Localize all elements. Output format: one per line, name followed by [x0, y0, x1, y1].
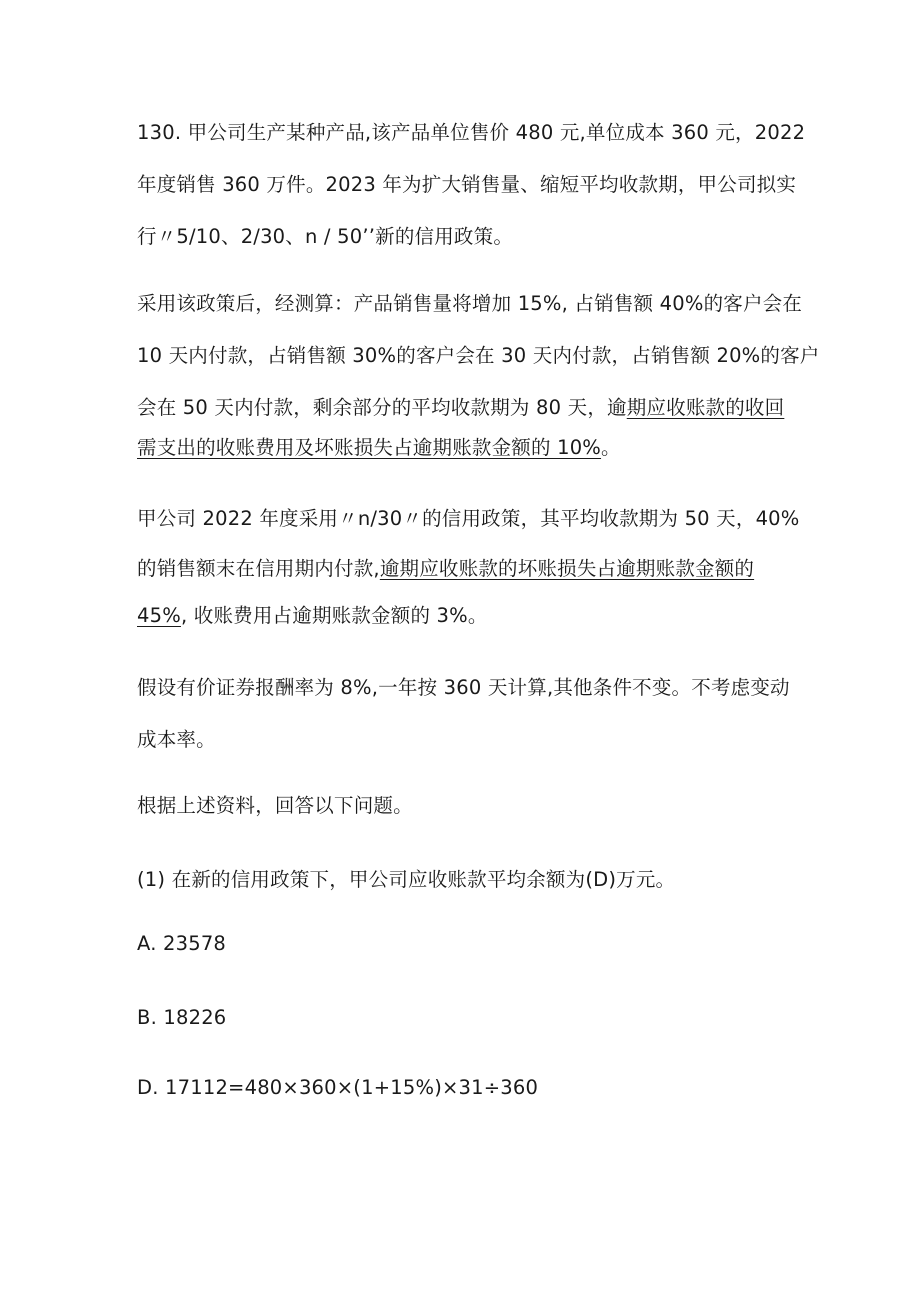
- paragraph-2-line-3: [137, 395, 784, 421]
- paragraph-4-line-1: 假设有价证券报酬率为 8%,一年按 360 天计算,其他条件不变。不考虑变动: [137, 676, 790, 699]
- paragraph-3-line-1: 甲公司 2022 年度采用〃n/30〃的信用政策，其平均收款期为 50 天，40%: [137, 507, 800, 530]
- paragraph-4-line-2: 成本率。: [137, 728, 216, 751]
- paragraph-2-line-4-tail: 。: [601, 436, 621, 459]
- underlined-text: 45%: [137, 604, 181, 627]
- paragraph-3-line-2: [137, 556, 754, 582]
- paragraph-1-line-3: 行〃5/10、2/30、n / 50’’新的信用政策。: [137, 225, 514, 248]
- paragraph-1-line-1: 130. 甲公司生产某种产品,该产品单位售价 480 元,单位成本 360 元，2022: [137, 121, 806, 144]
- paragraph-3-line-2-plain: 的销售额末在信用期内付款,: [137, 557, 380, 580]
- paragraph-2-line-2: 10 天内付款，占销售额 30%的客户会在 30 天内付款，占销售额 20%的客户: [137, 344, 820, 367]
- option-b: B. 18226: [137, 1006, 227, 1029]
- paragraph-2-line-3-plain: 会在 50 天内付款，剩余部分的平均收款期为 80 天，逾: [137, 396, 627, 419]
- paragraph-1-line-2: 年度销售 360 万件。2023 年为扩大销售量、缩短平均收款期，甲公司拟实: [137, 173, 797, 196]
- paragraph-2-line-4: [137, 435, 621, 461]
- underlined-text: 逾期应收账款的坏账损失占逾期账款金额的: [379, 557, 755, 580]
- paragraph-2-line-1: 采用该政策后，经测算：产品销售量将增加 15%, 占销售额 40%的客户会在: [137, 292, 803, 315]
- underlined-text: 期应收账款的收回: [626, 396, 785, 419]
- paragraph-3-line-3: [137, 603, 488, 629]
- option-a: A. 23578: [137, 932, 227, 955]
- instruction-text: 根据上述资料，回答以下问题。: [137, 794, 413, 817]
- underlined-text: 需支出的收账费用及坏账损失占逾期账款金额的 10%: [137, 436, 602, 459]
- option-d: D. 17112=480×360×(1+15%)×31÷360: [137, 1076, 539, 1099]
- paragraph-3-line-3-tail: , 收账费用占逾期账款金额的 3%。: [180, 604, 488, 627]
- question-1-stem: (1) 在新的信用政策下，甲公司应收账款平均余额为(D)万元。: [137, 868, 676, 891]
